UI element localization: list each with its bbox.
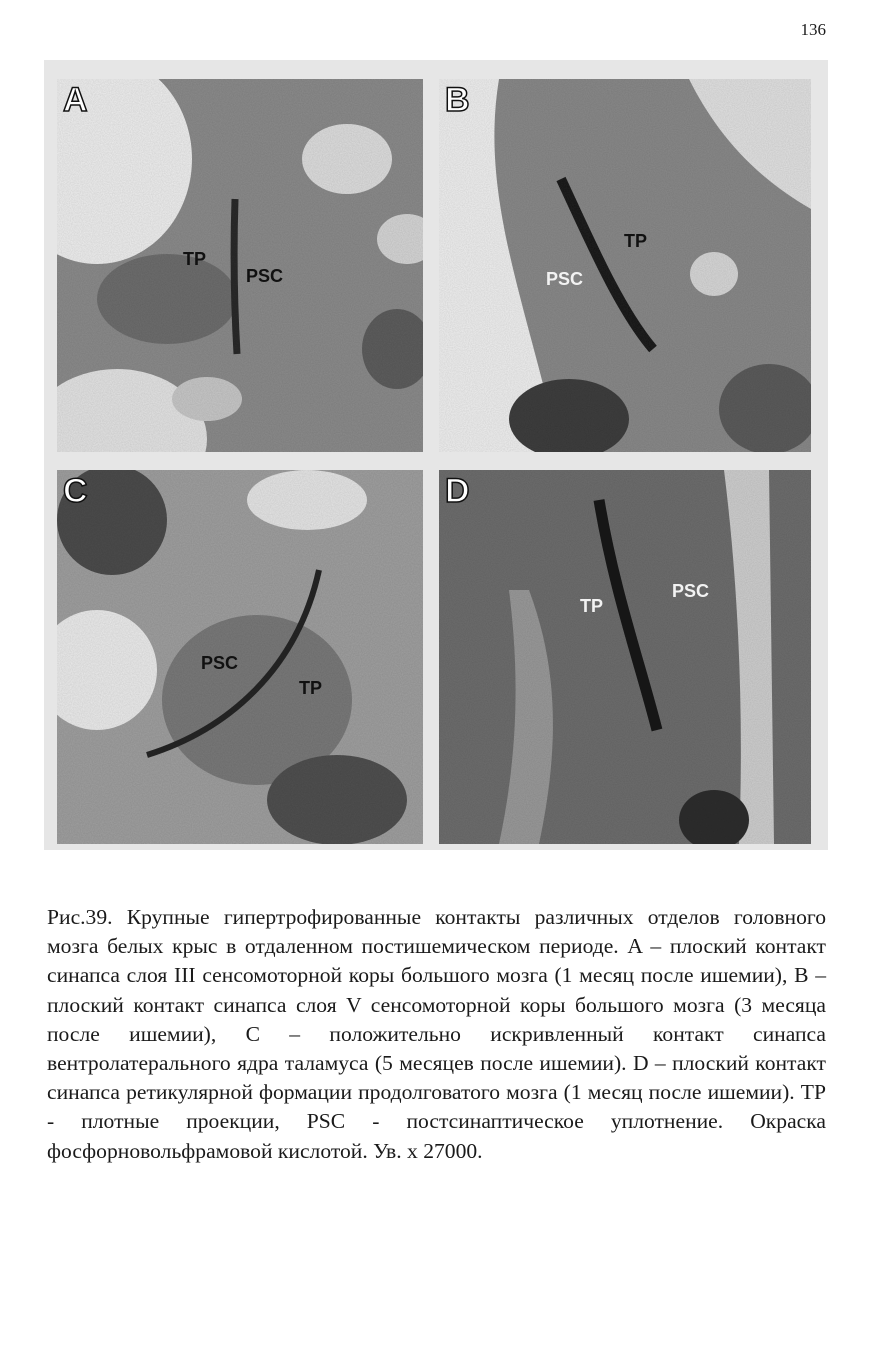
panel-letter-b: B	[445, 81, 470, 119]
panel-letter-c: C	[63, 472, 88, 510]
figure-caption: Рис.39. Крупные гипертрофированные контакты различных отделов головного мозга белых крыс в отдаленном постишемическом периоде. A – плоский контакт синапса слоя III сенсомоторной коры большого мозга (1 месяц после ишемии), B – плоский контакт синапса слоя V сенсомоторной коры большого мозга (3 месяца после ишемии), C – положительно искривленный контакт синапса вентролатерального ядра таламуса (5 месяцев после ишемии). D – плоский контакт синапса ретикулярной формации продолговатого мозга (1 месяц после ишемии). TP - плотные проекции, PSC - постсинаптическое уплотнение. Окраска фосфорновольфрамовой кислотой. Ув. х 27000.	[47, 905, 826, 1163]
panel-d-label-tp: TP	[580, 596, 604, 616]
micrograph-d-image	[439, 470, 811, 844]
panel-b-label-tp: TP	[624, 231, 648, 251]
panel-letter-a: A	[63, 81, 88, 119]
panel-c-label-tp: TP	[299, 678, 323, 698]
page-number: 136	[800, 20, 826, 39]
panel-a-label-tp: TP	[183, 249, 207, 269]
micrograph-panel-a	[57, 79, 423, 452]
panel-b-label-psc: PSC	[546, 269, 584, 289]
micrograph-b-image	[439, 79, 811, 452]
micrograph-panel-c	[57, 470, 423, 844]
micrograph-panel-b	[439, 79, 811, 452]
micrograph-c-image	[57, 470, 423, 844]
panel-letter-d: D	[445, 472, 470, 510]
panel-a-label-psc: PSC	[246, 266, 284, 286]
panel-d-label-psc: PSC	[672, 581, 710, 601]
micrograph-a-image	[57, 79, 423, 452]
micrograph-panel-d	[439, 470, 811, 844]
panel-c-label-psc: PSC	[201, 653, 239, 673]
